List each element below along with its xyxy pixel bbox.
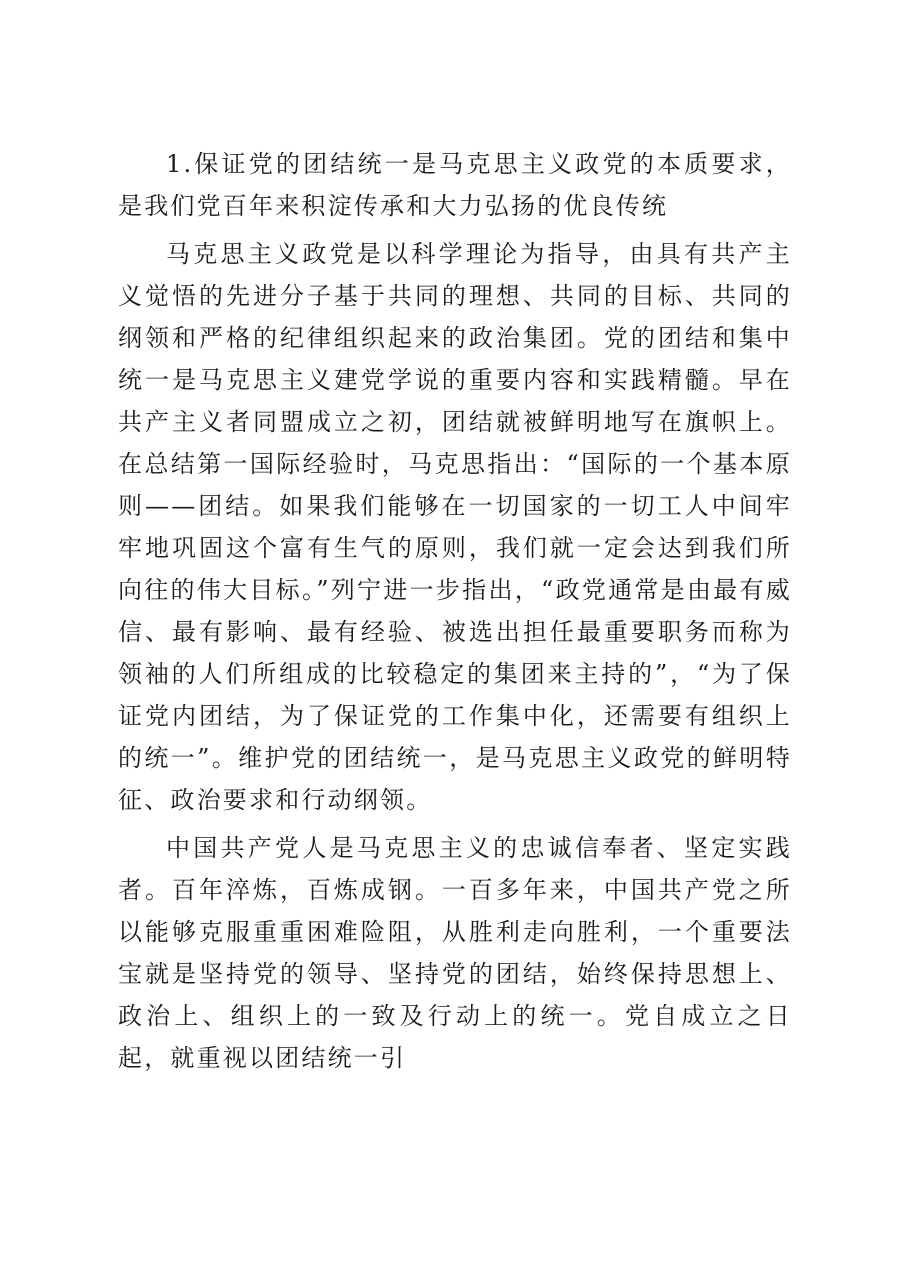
paragraph-2: 中国共产党人是马克思主义的忠诚信奉者、坚定实践者。百年淬炼，百炼成钢。一百多年来，中国共产党之所以能够克服重重困难险阻，从胜利走向胜利，一个重要法宝就是坚持党的领导、坚持党的团结，始终保持思想上、政治上、组织上的一致及行动上的统一。党自成立之日起，就重视以团结统一引 [118,834,792,1072]
document-body [118,143,792,1085]
section-heading: 1.保证党的团结统一是马克思主义政党的本质要求，是我们党百年来积淀传承和大力弘扬的优良传统 [118,150,792,220]
paragraph-1: 马克思主义政党是以科学理论为指导，由具有共产主义觉悟的先进分子基于共同的理想、共同的目标、共同的纲领和严格的纪律组织起来的政治集团。党的团结和集中统一是马克思主义建党学说的重要内容和实践精髓。早在共产主义者同盟成立之初，团结就被鲜明地写在旗帜上。在总结第一国际经验时，马克思指出：“国际的一个基本原则——团结。如果我们能够在一切国家的一切工人中间牢牢地巩固这个富有生气的原则，我们就一定会达到我们所向往的伟大目标。”列宁进一步指出，“政党通常是由最有威信、最有影响、最有经验、被选出担任最重要职务而称为领袖的人们所组成的比较稳定的集团来主持的”，“为了保证党内团结，为了保证党的工作集中化，还需要有组织上的统一”。维护党的团结统一，是马克思主义政党的鲜明特征、政治要求和行动纲领。 [118,240,792,814]
